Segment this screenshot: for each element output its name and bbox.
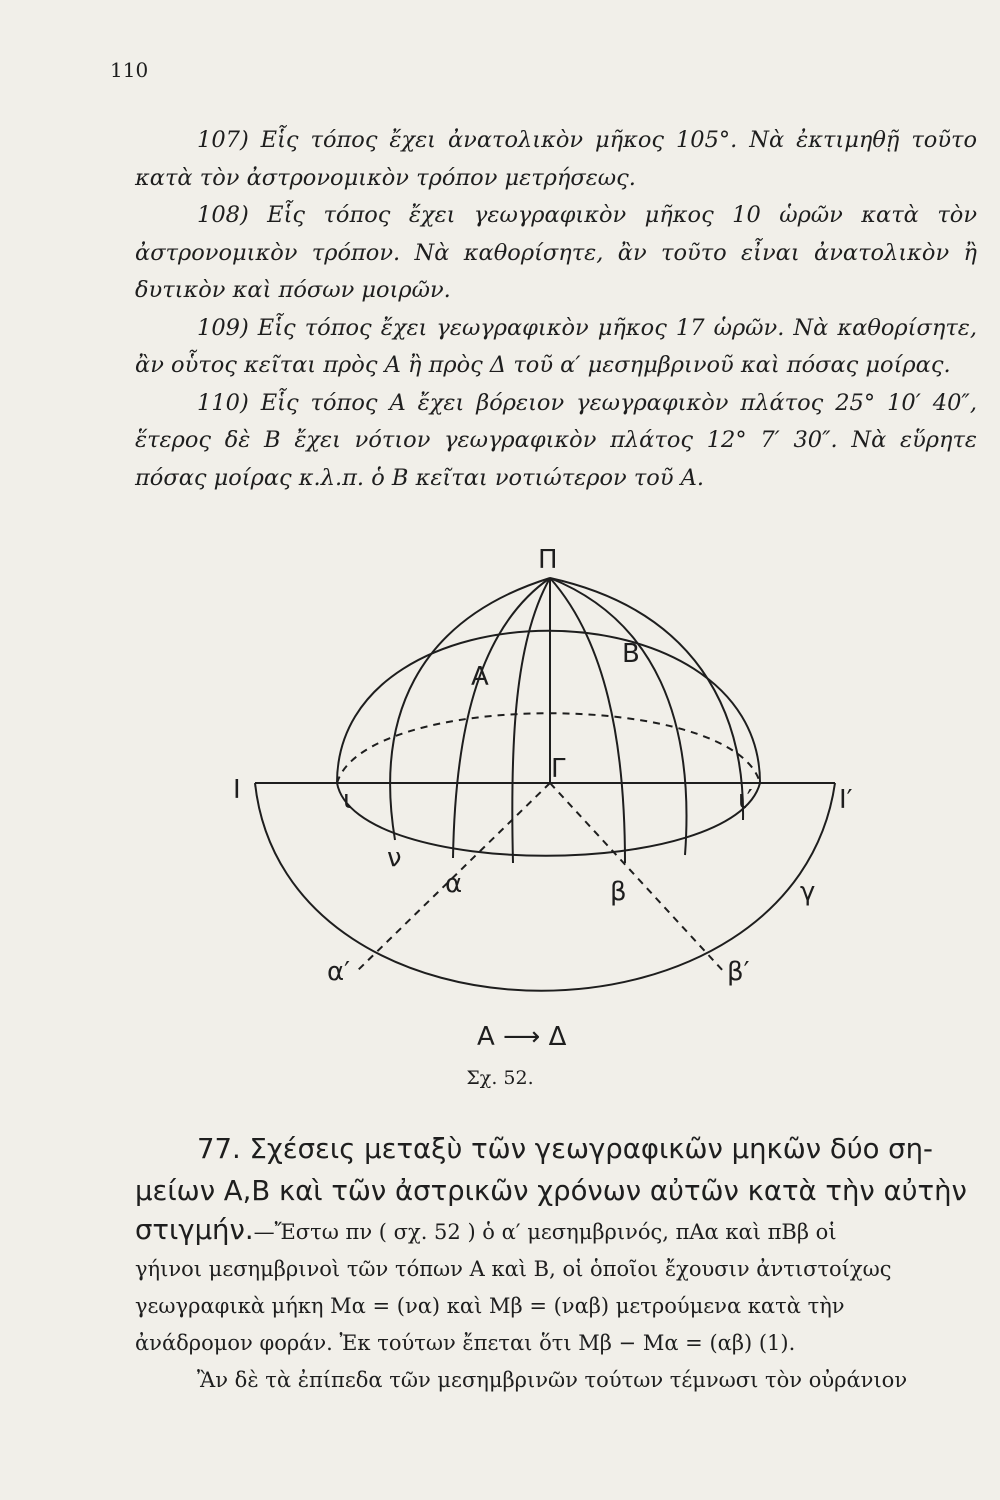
section-line-5: Ἂν δὲ τὰ ἐπίπεδα τῶν μεσημβρινῶν τούτων τέμνωσι τὸν οὐράνιον [197,1368,908,1392]
exercise-list [135,122,977,497]
meridian-pi-B-beta [550,578,625,863]
equator-back-arc [337,713,760,783]
exercise-108: 108) Εἷς τόπος ἔχει γεωγραφικὸν μῆκος 10 ὡρῶν κατὰ τὸν ἀστρονομικὸν τρόπον. Νὰ καθορίσητε, ἂν τοῦτο εἶναι ἀνατολικὸν ἢ δυτικὸν καὶ πόσων μοιρῶν. [135,202,977,303]
label-A: Α [471,662,489,692]
exercise-109: 109) Εἷς τόπος ἔχει γεωγραφικὸν μῆκος 17 ὡρῶν. Νὰ καθορίσητε, ἂν οὗτος κεῖται πρὸς Α ἢ πρὸς Δ τοῦ α′ μεσημβρινοῦ καὶ πόσας μοίρας. [135,314,977,378]
label-B: Β [622,639,640,669]
section-heading-line1: 77. Σχέσεις μεταξὺ τῶν γεωγραφικῶν μηκῶν δύο ση- [197,1133,933,1165]
section-line-1 [135,1212,977,1251]
section-heading-line2: μείων Α,Β καὶ τῶν ἀστρικῶν χρόνων αὐτῶν κατὰ τὴν αὐτὴν [135,1175,967,1207]
meridian-pi-A-alpha [512,578,550,863]
hemisphere-outline [337,631,760,783]
section-line-4: ἀνάδρομον φοράν. Ἐκ τούτων ἔπεται ὅτι Μβ − Μα = (αβ) (1). [135,1331,796,1355]
label-beta: β [610,877,627,907]
label-iota-prime: ι′ [738,785,753,815]
label-direction: Α ⟶ Δ [477,1022,567,1052]
label-gamma-center: Γ [551,754,566,784]
label-I-left: Ι [233,775,241,805]
label-beta-prime: β′ [727,957,750,987]
label-iota: ι [343,785,352,815]
label-nu: ν [387,843,402,873]
section-line-1-text: —Ἔστω πν ( σχ. 52 ) ὁ α′ μεσημβρινός, πΑα καὶ πΒβ οἱ [253,1220,837,1244]
meridian-2 [453,578,550,858]
figure-52 [215,540,865,1060]
label-gamma: γ [800,877,816,907]
exercise-107: 107) Εἷς τόπος ἔχει ἀνατολικὸν μῆκος 105°. Νὰ ἐκτιμηθῇ τοῦτο κατὰ τὸν ἀστρονομικὸν τρόπον μετρήσεως. [135,127,977,191]
section-77 [135,1128,977,1399]
label-alpha-prime: α′ [327,957,351,987]
label-pi: Π [538,545,558,575]
exercise-110: 110) Εἷς τόπος Α ἔχει βόρειον γεωγραφικὸν πλάτος 25° 10′ 40″, ἕτερος δὲ Β ἔχει νότιον γεωγραφικὸν πλάτος 12° 7′ 30″. Νὰ εὕρητε πόσας μοίρας κ.λ.π. ὁ Β κεῖται νοτιώτερον τοῦ Α. [135,389,977,491]
figure-caption: Σχ. 52. [466,1067,534,1089]
radius-to-beta-prime [550,783,725,973]
section-line-2: γήινοι μεσημβρινοὶ τῶν τόπων Α καὶ Β, οἱ ὁποῖοι ἔχουσιν ἀντιστοίχως [135,1257,892,1281]
label-alpha: α [445,869,463,899]
section-heading-lead: στιγμήν. [135,1214,254,1246]
section-line-3: γεωγραφικὰ μήκη Μα = (να) καὶ Μβ = (ναβ) μετρούμενα κατὰ τὴν [135,1294,845,1318]
page-number: 110 [110,58,149,82]
label-I-right: Ι′ [839,785,853,815]
hemisphere-diagram [215,540,865,1060]
